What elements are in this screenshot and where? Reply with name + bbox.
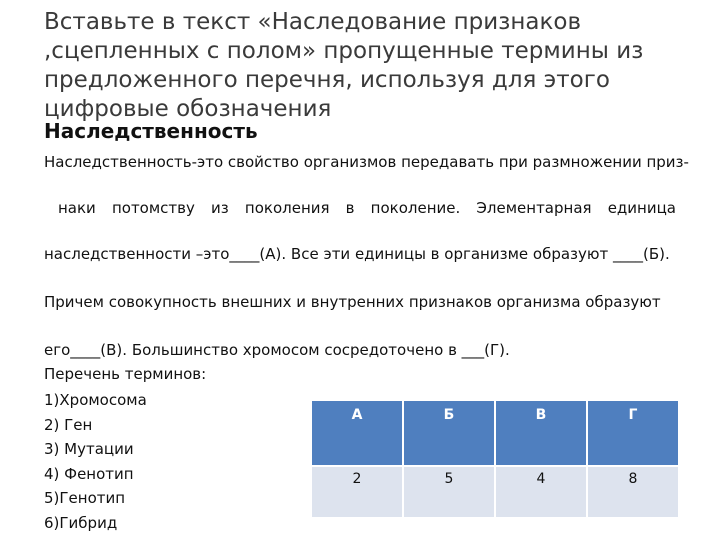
- slide-title: Вставьте в текст «Наследование признаков ,сцепленных с полом» пропущенные термины из предложенного перечня, используя для этого цифровые обозначения: [44, 9, 644, 122]
- paragraph-3: наследственности –это____(А). Все эти единицы в организме образуют ____(Б).: [44, 245, 670, 263]
- term-item: 2) Ген: [44, 415, 93, 434]
- paragraph-5: его____(В). Большинство хромосом сосредоточено в ___(Г).: [44, 341, 510, 359]
- terms-label: Перечень терминов:: [44, 365, 207, 383]
- term-item: 1)Хромосома: [44, 391, 147, 409]
- answer-header-a: А: [311, 400, 403, 466]
- term-item: 4) Фенотип: [44, 464, 134, 483]
- term-item: 3) Мутации: [44, 440, 134, 458]
- answer-cell-g: 8: [587, 466, 679, 518]
- term-item: 6)Гибрид: [44, 513, 118, 532]
- answer-cell-v: 4: [495, 466, 587, 518]
- answer-header-b: Б: [403, 400, 495, 466]
- answer-value-row: [311, 466, 679, 518]
- answer-header-g: Г: [587, 400, 679, 466]
- paragraph-4: Причем совокупность внешних и внутренних признаков организма образуют: [44, 293, 661, 311]
- terms-list: [44, 388, 147, 535]
- answer-header-v: В: [495, 400, 587, 466]
- answer-cell-b: 5: [403, 466, 495, 518]
- section-heading: Наследственность: [44, 119, 258, 143]
- answer-table: [310, 399, 680, 519]
- paragraph-2: наки потомству из поколения в поколение. Элементарная единица: [58, 199, 676, 217]
- term-item: 5)Генотип: [44, 489, 126, 507]
- paragraph-1: Наследственность-это свойство организмов передавать при размножении приз-: [44, 153, 689, 171]
- answer-header-row: [311, 400, 679, 466]
- answer-cell-a: 2: [311, 466, 403, 518]
